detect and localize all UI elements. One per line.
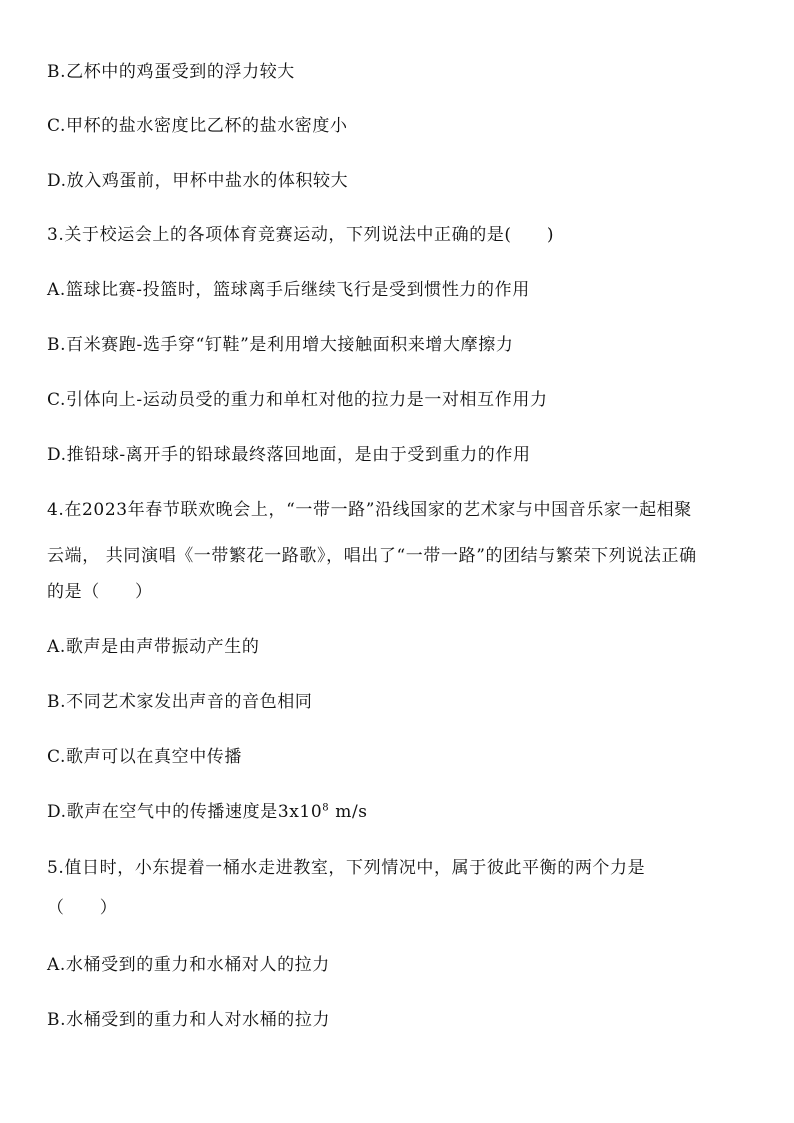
q5-stem-line1: 5.值日时，小东提着一桶水走进教室，下列情况中，属于彼此平衡的两个力是 bbox=[47, 858, 646, 878]
q3-option-b: B.百米赛跑-选手穿“钉鞋”是利用增大接触面积来增大摩擦力 bbox=[47, 335, 514, 355]
q4-stem-line2: 云端， 共同演唱《一带繁花一路歌》，唱出了“一带一路”的团结与繁荣下列说法正确 bbox=[47, 546, 697, 566]
q3-option-a: A.篮球比赛-投篮时，篮球离手后继续飞行是受到惯性力的作用 bbox=[47, 280, 530, 300]
q4-option-d bbox=[47, 801, 368, 823]
q3-stem: 3.关于校运会上的各项体育竞赛运动，下列说法中正确的是( ) bbox=[47, 225, 555, 245]
q5-option-a: A.水桶受到的重力和水桶对人的拉力 bbox=[47, 955, 330, 975]
q4-option-d-exponent: 8 bbox=[322, 802, 330, 814]
q4-option-b: B.不同艺术家发出声音的音色相同 bbox=[47, 692, 313, 712]
q4-stem-line1: 4.在2023年春节联欢晚会上，“一带一路”沿线国家的艺术家与中国音乐家一起相聚 bbox=[47, 500, 692, 520]
q2-option-b: B.乙杯中的鸡蛋受到的浮力较大 bbox=[47, 62, 295, 82]
q4-option-d-suffix: m/s bbox=[329, 802, 368, 822]
q3-option-d: D.推铅球-离开手的铅球最终落回地面，是由于受到重力的作用 bbox=[47, 445, 531, 465]
q5-option-b: B.水桶受到的重力和人对水桶的拉力 bbox=[47, 1010, 331, 1030]
q4-option-c: C.歌声可以在真空中传播 bbox=[47, 747, 243, 767]
q4-option-d-prefix: D.歌声在空气中的传播速度是3x10 bbox=[47, 802, 323, 822]
q4-option-a: A.歌声是由声带振动产生的 bbox=[47, 637, 260, 657]
q2-option-c: C.甲杯的盐水密度比乙杯的盐水密度小 bbox=[47, 116, 348, 136]
q5-stem-line2: （ ） bbox=[47, 898, 118, 918]
q3-option-c: C.引体向上-运动员受的重力和单杠对他的拉力是一对相互作用力 bbox=[47, 390, 548, 410]
q4-stem-line3: 的是（ ） bbox=[47, 582, 153, 602]
q2-option-d: D.放入鸡蛋前，甲杯中盐水的体积较大 bbox=[47, 171, 349, 191]
